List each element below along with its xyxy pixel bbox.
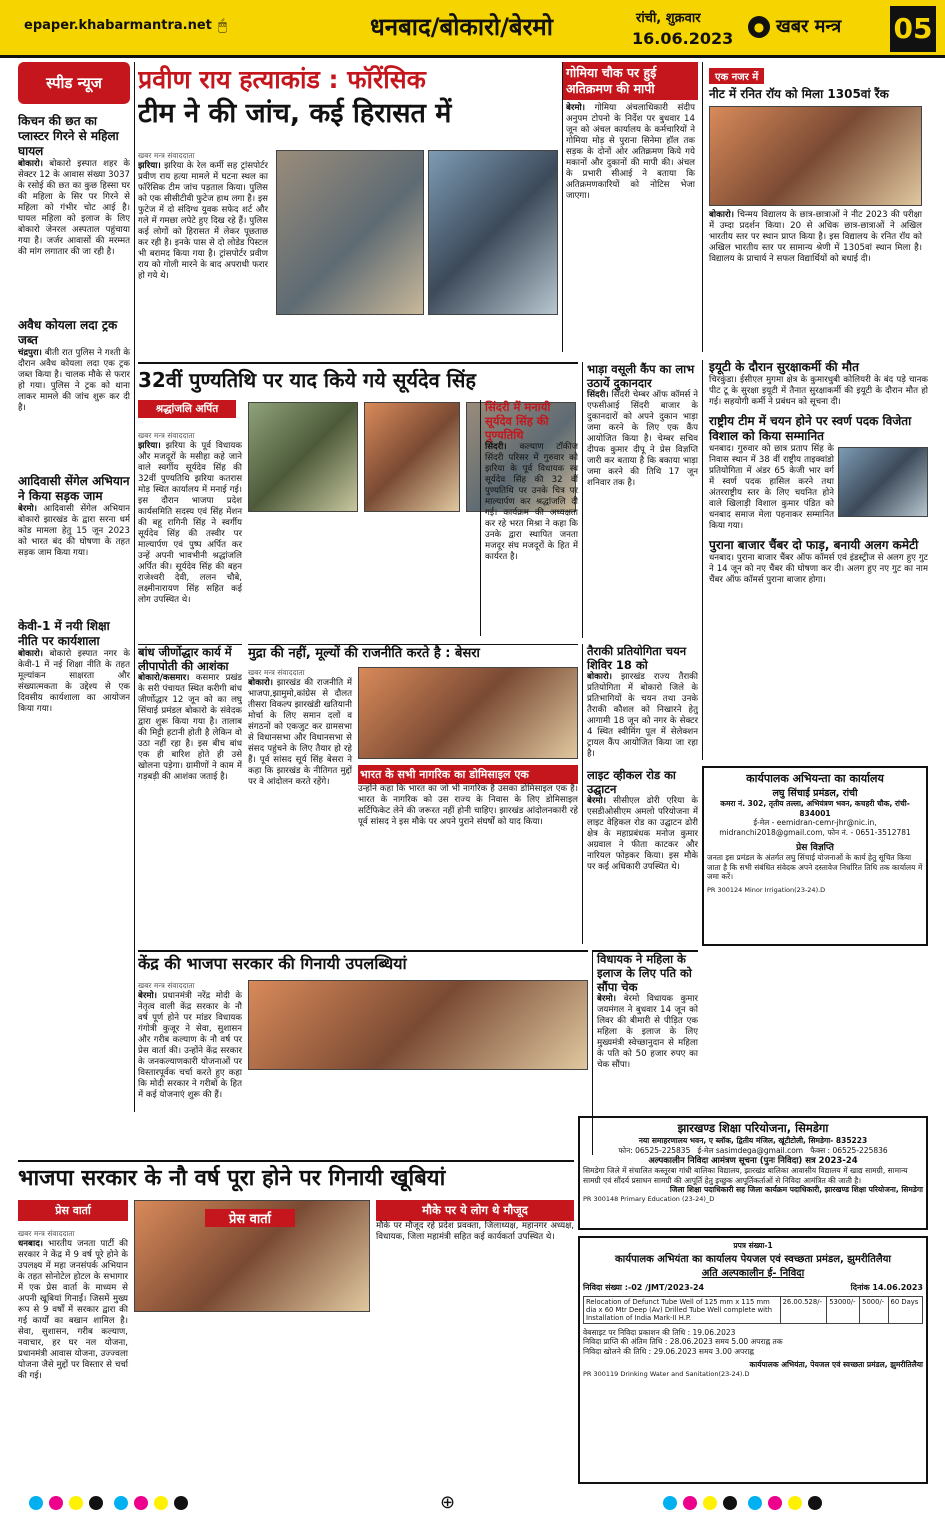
work-description: Relocation of Defunct Tube Well of 125 mm x 115 mm dia x 60 Mtr Deep (Av) Drilled Tube Well complete with Installation of India Mark-II H.P. bbox=[584, 1296, 781, 1323]
crosshair-icon: ⊕ bbox=[440, 1492, 456, 1513]
place-day: रांची, शुक्रवार bbox=[636, 11, 701, 26]
lead-title-red: प्रवीण राय हत्याकांड : फॉरेंसिक bbox=[138, 65, 426, 94]
story-headline: लाइट व्हीकल रोड का उद्घाटन bbox=[587, 768, 676, 796]
story-headline: केंद्र की भाजपा सरकार की गिनायी उपलब्धियां bbox=[138, 954, 407, 973]
byline: खबर मन्त्र संवाददाता bbox=[138, 981, 195, 990]
story-headline: पुराना बाजार चैंबर दो फाड़, बनायी अलग कमेटी bbox=[709, 538, 919, 552]
estimated-cost: 26.00.528/- bbox=[780, 1296, 827, 1323]
byline: खबर मन्त्र संवाददाता bbox=[138, 431, 195, 440]
story-headline: राष्ट्रीय टीम में चयन होने पर स्वर्ण पदक विजेता विशाल को किया सम्मानित bbox=[709, 414, 912, 443]
ad-fax: फैक्स : 06525-225836 bbox=[810, 1145, 888, 1155]
lead-story bbox=[138, 150, 268, 350]
bjp-photo bbox=[248, 980, 588, 1070]
tender-number: निविदा संख्या :-02 /JMT/2023-24 bbox=[583, 1282, 705, 1292]
newspaper-logo: खबर मन्त्र bbox=[776, 16, 842, 37]
tribute-photo-1 bbox=[248, 402, 358, 512]
ad-title: झारखण्ड शिक्षा परियोजना, सिमडेगा bbox=[677, 1121, 829, 1135]
notice-label: प्रेस विज्ञप्ति bbox=[796, 843, 834, 853]
notice-label: अति अल्पकालीन ई- निविदा bbox=[701, 1267, 805, 1279]
sub-headline: भारत के सभी नागरिक का डोमिसाइल एक bbox=[358, 765, 578, 784]
gomia-story bbox=[562, 62, 698, 352]
story-headline: भाड़ा वसूली कैंप का लाभ उठायें दुकानदार bbox=[587, 362, 695, 390]
education-tender bbox=[578, 1116, 928, 1230]
speed-news-item bbox=[18, 619, 130, 715]
story-body: झरिया के पूर्व विधायक और मजदूरों के मसीहा कहे जाने वाले स्वर्गीय सूर्यदेव सिंह की 32वीं पुण्यतिथि झरिया कतरास मोड़ स्थित कार्यालय में मनाई गई। इस दौरान भाजपा प्रदेश कार्यसमिति सदस्य एवं सिंह मेंशन की बहू रागिनी सिंह ने स्वर्गीय सूर्यदेव सिंह की तस्वीर पर माल्यार्पण एवं पुष्प अर्पित कर उन्हें अपनी भावभीनी श्रद्धांजलि अर्पित की। सूर्यदेव सिंह की बहन राजेश्वरी देवी, ललन चौबे, लक्ष्मीनारायण सिंह सहित कई लोग उपस्थित थे। bbox=[138, 441, 242, 605]
extortion-story bbox=[582, 362, 698, 638]
story-body: भारतीय जनता पार्टी की सरकार ने केंद्र में 9 वर्ष पूरे होने के उपलक्ष्य में महा जनसंपर्क अभियान के तहत सोनोटेल होटल के सभागार में एक प्रेस वार्ता के माध्यम से अपनी खूबियां गिनाईं। जिसमें मुख्य रूप से 9 वर्षों में सरकार द्वारा की गई कार्यों का बखान शामिल है। सेवा, सुशासन, गरीब कल्याण, नवाचार, हर घर नल योजना, प्रधानमंत्री आवास योजना, उज्ज्वला योजना जैसे मुद्दों पर विस्तार से चर्चा की गई। bbox=[18, 1239, 128, 1381]
story-body: बीती रात पुलिस ने गश्ती के दौरान अवैध कोयला लदा एक ट्रक जब्त किया है। चालक मौके से फरार हो गया। पुलिस ने ट्रक को थाना लाकर मामले की जांच शुरू कर दी है। bbox=[18, 348, 130, 413]
column-divider bbox=[134, 62, 135, 1112]
dateline: बोकारो। bbox=[18, 649, 43, 659]
byline: खबर मन्त्र संवाददाता bbox=[138, 151, 195, 160]
dateline: झरिया। bbox=[138, 441, 161, 451]
story-body: कल्याण टॉकीज सिंदरी परिसर में गुरुवार को झरिया के पूर्व विधायक स्व सूर्यदेव सिंह की 32 वीं पुण्यतिथि पर उनके चित्र पर माल्यार्पण कर श्रद्धांजलि दी गई। कार्यक्रम की अध्यक्षता कर रहे भरत मिश्रा ने कहा कि उनके द्वारा स्थापित जनता मजदूर संघ मजदूरों के हित में कार्यरत है। bbox=[485, 442, 578, 562]
schedule-item: निविदा प्राप्ति की अंतिम तिथि : 28.06.2023 समय 5.00 अपराह्न तक bbox=[583, 1337, 783, 1346]
notice-label: अल्पकालीन निविदा आमंत्रण सूचना (पुनः निविदा) सत्र 2023-24 bbox=[648, 1156, 858, 1166]
story-headline: इयूटी के दौरान सुरक्षाकर्मी की मौत bbox=[709, 360, 859, 374]
story-body: सीसीएल ढोरी एरिया के एसडीओसीएम अमलो परियोजना में लाइट वेहिकल रोड का उद्घाटन ढोरी क्षेत्र के महाप्रबंधक मनोज कुमार अग्रवाल ने फीता काटकर और नारियल फोड़कर किया। इस मौके पर कई अधिकारी उपस्थित थे। bbox=[587, 796, 698, 872]
dateline: बोकारो। bbox=[248, 678, 273, 688]
story-headline: बांध जीर्णोद्धार कार्य में लीपापोती की आशंका bbox=[138, 645, 232, 673]
sub-headline: मौके पर ये लोग थे मौजूद bbox=[376, 1200, 574, 1221]
completion-time: 60 Days bbox=[888, 1296, 922, 1323]
drinking-water-tender bbox=[578, 1236, 928, 1484]
dateline: बेरमो। bbox=[18, 504, 38, 514]
story-body: बोकारो इस्पात नगर के केवी-1 में नई शिक्षा नीति के तहत मूल्यांकन साक्षरता और संख्यात्मकता के उद्देश्य से एक दिवसीय कार्यशाला का आयोजन किया गया। bbox=[18, 649, 130, 714]
ad-contact: ई-मेल - eemidran-cemr-jhr@nic.in, midranchi2018@gmail.com, फोन नं. - 0651-3512781 bbox=[719, 818, 911, 837]
story-headline: भाजपा सरकार के नौ वर्ष पूरा होने पर गिनायी खूबियां bbox=[18, 1166, 446, 1191]
speed-news-item bbox=[18, 318, 130, 414]
story-headline: मुद्रा की नहीं, मूल्यों की राजनीति करते है : बेसरा bbox=[248, 646, 480, 661]
form-number: प्रपत्र संख्या-1 bbox=[733, 1241, 773, 1250]
dateline: बेरमो। bbox=[597, 994, 617, 1004]
dateline: बोकारो। bbox=[18, 159, 43, 169]
sindri-story bbox=[480, 400, 578, 636]
dateline: बेरमो। bbox=[138, 991, 158, 1001]
vishal-photo bbox=[838, 447, 928, 517]
ad-phone: फोन: 06525-225835 bbox=[618, 1145, 691, 1155]
bandh-story bbox=[138, 644, 242, 944]
story-headline: किचन की छत का प्लास्टर गिरने से महिला घायल bbox=[18, 114, 119, 158]
besra-story bbox=[248, 644, 578, 944]
cctv-photo-1 bbox=[276, 150, 424, 315]
dateline: झरिया। bbox=[138, 161, 161, 171]
nine-years-story bbox=[18, 1160, 574, 1485]
story-body: झारखंड की राजनीति में भाजपा,झामुमो,कांग्रेस से दौलत तीसरा विकल्प झारखंडी खतियानी मोर्चा के लिए समान दलों व संगठनों को एकजुट कर ग्रामसभा से विधानसभा और विधानसभा से संसद पहुंचने के लिए तैयार हो रहे हैं। पूर्व सांसद सूर्य सिंह बेसरा ने कहा कि झारखंड के नीतिगत मुद्दों पर वे आंदोलन करते रहेंगे। bbox=[248, 678, 353, 787]
ad-subtitle: लघु सिंचाई प्रमंडल, रांची bbox=[772, 788, 858, 799]
press-photo bbox=[134, 1200, 370, 1312]
ad-signoff: जिला शिक्षा पदाधिकारी सह जिला कार्यक्रम पदाधिकारी, झारखण्ड शिक्षा परियोजना, सिमडेगा bbox=[669, 1185, 923, 1194]
lead-title-black: टीम ने की जांच, कई हिरासत में bbox=[138, 98, 452, 129]
story-body: बेरमो विधायक कुमार जयमंगल ने बुधवार 14 जून को लिवर की बीमारी से पीड़ित एक महिला के इलाज के लिए मुख्यमंत्री स्वेच्छानुदान से महिला के पति को 50 हजार रुपए का चेक सौंपा। bbox=[597, 994, 698, 1070]
schedule-item: वेबसाइट पर निविदा प्रकाशन की तिथि : 19.06.2023 bbox=[583, 1327, 736, 1337]
ad-title: कार्यपालक अभियन्ता का कार्यालय bbox=[746, 772, 884, 785]
ad-body: सिमडेगा जिले में संचालित कस्तूरबा गांधी बालिका विद्यालय, झारखंड बालिका आवासीय विद्यालय में खाद्य सामग्री, सामान्य सामग्री एवं सौंदर्य प्रसाधन सामग्री की आपूर्ति हेतु इच्छुक आपूर्तिकर्ताओं से निविदा आमंत्रित की जाती है। bbox=[583, 1166, 908, 1185]
logo-icon: ● bbox=[748, 16, 770, 38]
suryadev-headline bbox=[138, 362, 578, 398]
story-body: चिन्मय विद्यालय के छात्र-छात्राओं ने नीट 2023 की परीक्षा में उम्दा प्रदर्शन किया। 20 से अधिक छात्र-छात्राओं ने अखिल भारतीय स्तर पर स्थान प्राप्त किया है। इस विद्यालय के रनित रॉय को अखिल भारतीय स्तर पर सामान्य श्रेणी में 1305वां स्थान मिला है। विद्यालय के प्राचार्य ने सफल विद्यार्थियों को बधाई दी। bbox=[709, 210, 922, 264]
earnest-money: 5000/- bbox=[860, 1296, 888, 1323]
epaper-url[interactable]: epaper.khabarmantra.net bbox=[24, 18, 212, 33]
masthead bbox=[0, 0, 945, 58]
story-headline: आदिवासी सेंगेल अभियान ने किया सड़क जाम bbox=[18, 474, 130, 503]
byline: खबर मन्त्र संवाददाता bbox=[248, 668, 305, 677]
swimming-story bbox=[582, 644, 698, 944]
right-column-stories bbox=[702, 360, 928, 760]
ad-reference: PR 300148 Primary Education (23-24)_D bbox=[583, 1194, 715, 1203]
dateline: बोकारो। bbox=[709, 210, 734, 220]
photo-caption: प्रेस वार्ता bbox=[205, 1209, 295, 1227]
story-body: मौके पर मौजूद रहे प्रदेश प्रवक्ता, जिलाध्यक्ष, महानगर अध्यक्ष, विधायक, जिला महामंत्री सहित कई कार्यकर्ता उपस्थित थे। bbox=[376, 1221, 574, 1242]
story-body: सिंदरी चेम्बर ऑफ कॉमर्स ने एफसीआई सिंदरी बाजार के दुकानदारों को अपने दुकान भाड़ा जमा करने के लिए एक कैंप आयोजित किया है। चेम्बर सचिव दीपक कुमार दीपू ने प्रेस विज्ञप्ति जारी कर बताया है कि बकाया भाड़ा जमा करने की तिथि 17 जून शनिवार तक है। bbox=[587, 390, 698, 488]
page-number: 05 bbox=[890, 6, 936, 52]
speed-news-column bbox=[18, 62, 130, 1112]
dateline: बोकारो। bbox=[587, 672, 612, 682]
story-headline: अवैध कोयला लदा ट्रक जब्त bbox=[18, 318, 118, 347]
cursor-icon: 🖱 bbox=[218, 16, 228, 34]
lead-headline bbox=[138, 64, 558, 144]
dateline: धनबाद। bbox=[18, 1239, 44, 1249]
story-headline: विधायक ने महिला के इलाज के लिए पति को सौंपा चेक bbox=[597, 952, 692, 994]
ad-reference: PR 300119 Drinking Water and Sanitation(23-24).D bbox=[583, 1369, 750, 1378]
story-headline: सिंदरी में मनायी सूर्यदेव सिंह की पुण्यतिथि bbox=[485, 400, 551, 442]
dateline: चंद्रपुरा। bbox=[18, 348, 42, 358]
tender-fee: 53000/- bbox=[827, 1296, 860, 1323]
dateline: बोकारो/कसमार। bbox=[138, 673, 190, 683]
ad-reference: PR 300124 Minor Irrigation(23-24).D bbox=[707, 885, 826, 894]
story-body: झारखंड राज्य तैराकी प्रतियोगिता में बोकारो जिले के प्रतिभागियों के चयन तथा उनके तैराकी कौशल को निखारने हेतु आगामी 18 जून को नगर के सेक्टर 4 स्थित स्वीमिंग पूल में सेलेक्शन ट्रायल कैंप आयोजित किया जा रहा है। bbox=[587, 672, 698, 759]
story-headline: नीट में रनित रॉय को मिला 1305वां रैंक bbox=[709, 87, 889, 101]
ad-title: कार्यपालक अभियंता का कार्यालय पेयजल एवं स्वच्छता प्रमंडल, झुमरीतिलैया bbox=[615, 1253, 891, 1265]
story-headline: गोमिया चौक पर हुई अतिक्रमण की मापी bbox=[563, 62, 698, 100]
story-body: कसमार प्रखंड के सरी पंचायत स्थित करीगी बांध जीर्णोद्धार 12 जून को का लघु सिंचाई प्रमंडल बोकारो के संवेदक द्वारा शुरू किया गया है। तालाब की मिट्टी हटानी होती है लेकिन वो उठा नहीं रहा है। इस बीच बांध एक ही बारिश होते ही उसे खोलना पड़ेगा। ग्रामीणों ने काम में गड़बड़ी की आशंका जताई है। bbox=[138, 673, 242, 782]
story-body: झरिया के रेल कर्मी सह ट्रांसपोर्टर प्रवीण राय हत्या मामले में घटना स्थल का फॉरेंसिक टीम जांच पड़ताल किया। पुलिस को एक सीसीटीवी फुटेज हाथ लगा है। इस फुटेज में दो संदिग्ध युवक सफेद शर्ट और गले में गमछा लपेटे हुए दिख रहे हैं। पुलिस कई लोगों को हिरासत में लेकर पूछताछ कर रही है। इनके पास से दो लोडेड पिस्टल भी बरामद किया गया है। ट्रांसपोर्टर प्रवीण राय को गोली मारने के बाद अपराधी फरार हो गये थे। bbox=[138, 161, 268, 281]
dateline: बेरमो। bbox=[587, 796, 607, 806]
ad-body: जनता इस प्रमंडल के अंतर्गत लघु सिंचाई योजनाओं के कार्य हेतु सूचित किया जाता है कि सभी संबंधित संवेदक अपने दस्तावेज निर्धारित तिथि तक कार्यालय में जमा करें। bbox=[707, 853, 923, 881]
besra-photo bbox=[358, 667, 578, 759]
table-row bbox=[584, 1296, 923, 1323]
edition-title: धनबाद/बोकारो/बेरमो bbox=[370, 13, 553, 41]
irrigation-notice bbox=[702, 766, 928, 946]
byline: खबर मन्त्र संवाददाता bbox=[18, 1229, 75, 1238]
dateline: सिंदरी। bbox=[485, 442, 507, 452]
tribute-photo-2 bbox=[364, 402, 460, 512]
story-body: उन्होंने कहा कि भारत का जो भी नागरिक है उसका डोमिसाइल एक है। भारत के नागरिक को उस राज्य के निवास के लिए डोमिसाइल सर्टिफिकेट लेने की जरूरत नहीं होनी चाहिए। झारखंड आंदोलनकारी रहे पूर्व सांसद ने इस मौके पर अपने पुराने संघर्षों को याद किया। bbox=[358, 784, 578, 827]
tribute-tag: श्रद्धांजलि अर्पित bbox=[138, 400, 236, 418]
story-body: आदिवासी सेंगेल अभियान बोकारो झारखंड के द्वारा सरना धर्म कोड मामला हेतु 15 जून 2023 को भारत बंद की घोषणा के तहत सड़क जाम किया गया। bbox=[18, 504, 130, 558]
story-headline: तैराकी प्रतियोगिता चयन शिविर 18 को bbox=[587, 644, 687, 672]
neet-story bbox=[702, 62, 928, 352]
cctv-photo-2 bbox=[428, 150, 558, 315]
speed-news-item bbox=[18, 114, 130, 258]
story-headline: केवी-1 में नयी शिक्षा नीति पर कार्यशाला bbox=[18, 619, 110, 648]
tender-table bbox=[583, 1296, 923, 1324]
at-a-glance-tag: एक नजर में bbox=[709, 68, 764, 84]
ad-address: नया समाहरणालय भवन, ए ब्लॉक, द्वितीय मंजिल, खूंटीटोली, सिमडेगा- 835223 bbox=[638, 1136, 868, 1145]
neet-photo bbox=[709, 106, 922, 206]
issue-date: 16.06.2023 bbox=[632, 29, 734, 48]
ad-email: ई-मेल sasimdega@gmail.com bbox=[697, 1145, 804, 1155]
dateline: सिंदरी। bbox=[587, 390, 609, 400]
story-body: बोकारो इस्पात शहर के सेक्टर 12 के आवास संख्या 3037 के रसोई की छत का कुछ हिस्सा घर की महिला के सिर पर गिरने से महिला को गंभीर चोट आई है। घायल महिला को इलाज के लिए बोकारो जेनरल अस्पताल पहुंचाया गया है। जर्जर आवासों की मरम्मत की मांग लगातार की जा रही है। bbox=[18, 159, 130, 257]
dateline: बेरमो। bbox=[566, 103, 586, 113]
story-headline: 32वीं पुण्यतिथि पर याद किये गये सूर्यदेव सिंह bbox=[138, 368, 476, 392]
ad-signoff: कार्यपालक अभियंता, पेयजल एवं स्वच्छता प्रमंडल, झुमरीतिलैया bbox=[749, 1360, 923, 1369]
ad-address: कमरा नं. 302, तृतीय तल्ला, अभियंत्रण भवन, कचहरी चौक, रांची- 834001 bbox=[720, 799, 910, 818]
speed-news-item bbox=[18, 474, 130, 559]
story-body: धनबाद। गुरुवार को छात्र प्रताप सिंह के निवास स्थान में 38 वीं राष्ट्रीय ताइक्वांडो प्रतियोगिता में अंडर 65 केजी भार वर्ग में स्वर्ण पदक हासिल करने तथा अंतरराष्ट्रीय स्तर के लिए चयनित होने वाले खिलाड़ी विशाल कुमार पंडित को धनबाद समाज मेला पहनाकर सम्मानित किया गया। bbox=[709, 444, 834, 531]
schedule-item: निविदा खोलने की तिथि : 29.06.2023 समय 3.00 अपराह्न bbox=[583, 1346, 754, 1356]
speed-news-label: स्पीड न्यूज bbox=[18, 62, 130, 104]
tender-date: दिनांक 14.06.2023 bbox=[850, 1282, 923, 1292]
story-body: गोमिया अंचलाधिकारी संदीप अनुपम टोपनो के निर्देश पर बुधवार 14 जून को अंचल कार्यालय के कर्मचारियों ने गोमिया मोड़ से पुराना सिनेमा हॉल तक सड़क के दोनों ओर अतिक्रमण किये गये मकानों और दुकानों की मापी की। अंचल के प्रभारी सीआई ने बताया कि अतिक्रमणकारियों को नोटिस भेजा जाएगा। bbox=[566, 103, 695, 201]
story-body: प्रधानमंत्री नरेंद्र मोदी के नेतृत्व वाली केंद्र सरकार के नौ वर्ष पूर्ण होने पर मांडर विधायक गंगोत्री कुजूर ने सेवा, सुशासन और गरीब कल्याण के नौ वर्ष पर प्रेस वार्ता की। उन्होंने केंद्र सरकार के जनकल्याणकारी योजनाओं पर विस्तारपूर्वक चर्चा करते हुए कहा कि मोदी सरकार ने गरीबों के हित में कई योजनाएं शुरू की हैं। bbox=[138, 991, 243, 1100]
story-body: धनबाद। पुराना बाजार चैंबर ऑफ कॉमर्स एवं इंडस्ट्रीज से अलग हुए गुट ने 14 जून को नए चैंबर की घोषणा कर दी। अलग हुए नए गुट का नाम चैंबर ऑफ कॉमर्स पुराना बाजार होगा। bbox=[709, 553, 928, 585]
press-conference-tag: प्रेस वार्ता bbox=[18, 1200, 128, 1221]
story-body: चिरकुंडा। ईसीएल मुगमा क्षेत्र के कुमारधुबी कोलियरी के बंद पड़े चानक पीट टू के सुरक्षा इयूटी में तैनात सुरक्षाकर्मी की इयूटी के दौरान मौत हो गई। सहयोगी कर्मी ने प्रबंधन को सूचना दी। bbox=[709, 375, 928, 407]
bjp-story bbox=[138, 950, 588, 1155]
print-registration-marks bbox=[0, 1490, 945, 1517]
